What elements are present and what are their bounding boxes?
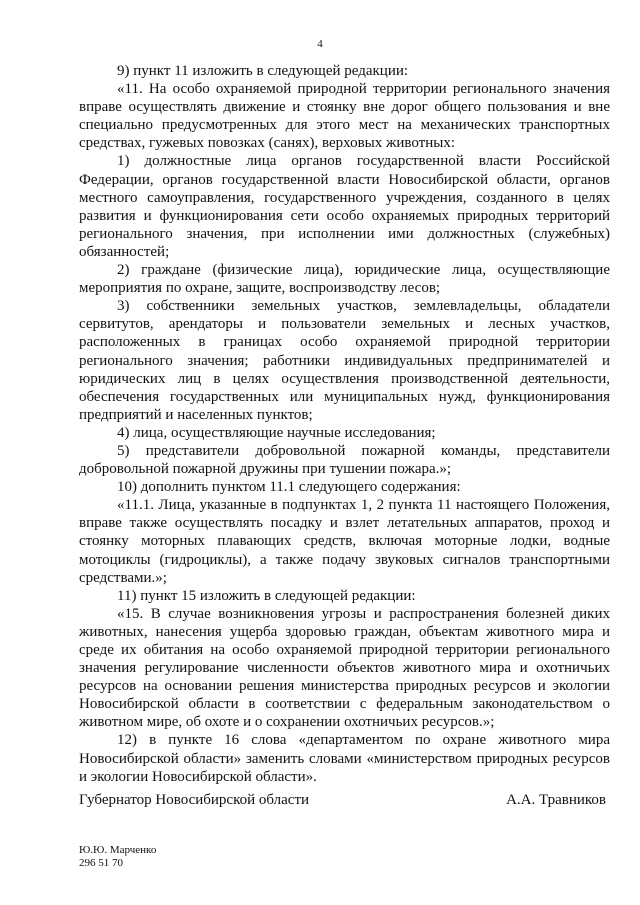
paragraph-subitem-1: 1) должностные лица органов государственной власти Российской Федерации, органов государственной власти Новосибирской области, органов местного самоуправления, государственного учреждения, созданного в целях развития и функционирования сети особо охраняемых природных территорий регионального значения, при исполнении ими должностных (служебных) обязанностей; — [79, 153, 610, 260]
paragraph-item-10: 10) дополнить пунктом 11.1 следующего содержания: — [117, 479, 461, 496]
paragraph-item-12: 12) в пункте 16 слова «департаментом по охране животного мира Новосибирской области» заменить словами «министерством природных ресурсов и экологии Новосибирской области». — [79, 732, 610, 785]
paragraph-item-11: 11) пункт 15 изложить в следующей редакции: — [117, 587, 416, 604]
paragraph-subitem-5: 5) представители добровольной пожарной команды, представители добровольной пожарной дружины при тушении пожара.»; — [79, 442, 610, 478]
paragraph-point-11-text: «11. На особо охраняемой природной территории регионального значения вправе осуществлять движение и стоянку вне дорог общего пользования и вне специально предусмотренных для этого мест на механических транспортных средствах, гужевых повозках (санях), верховых животных: — [79, 81, 610, 152]
signatory-position: Губернатор Новосибирской области — [79, 792, 310, 808]
page-number: 4 — [317, 38, 323, 50]
paragraph-subitem-3: 3) собственники земельных участков, землевладельцы, обладатели сервитутов, арендаторы и пользователи земельных и лесных участков, расположенных в границах особо охраняемой природной территории регионального значения; работники индивидуальных предпринимателей и юридических лиц в целях осуществления производственной деятельности, обеспечения государственных или муниципальных нужд, функционирования предприятий и населенных пунктов; — [79, 298, 610, 423]
paragraph-point-11-1-text: «11.1. Лица, указанные в подпунктах 1, 2 пункта 11 настоящего Положения, вправе также осуществлять посадку и взлет летательных аппаратов, проход и стоянку моторных плавающих средств, включая моторные лодки, водные мотоциклы (гидроциклы), а также подачу звуковых сигналов транспортными средствами.»; — [79, 497, 610, 586]
document-body — [79, 62, 610, 786]
paragraph-subitem-4: 4) лица, осуществляющие научные исследования; — [117, 424, 436, 441]
paragraph-point-15-text: «15. В случае возникновения угрозы и распространения болезней диких животных, нанесения ущерба здоровью граждан, объектам животного мира и среде их обитания на особо охраняемой природной территории регионального значения регулирование численности объектов животного мира и охотничьих ресурсов на основании решения министерства природных ресурсов и экологии Новосибирской области в соответствии с федеральным законодательством о животном мире, об охоте и о сохранении охотничьих ресурсов.»; — [79, 605, 610, 731]
paragraph-subitem-2: 2) граждане (физические лица), юридические лица, осуществляющие мероприятия по охране, защите, воспроизводству лесов; — [79, 262, 610, 297]
executor-phone: 296 51 70 — [79, 857, 123, 869]
signatory-name: А.А. Травников — [506, 792, 606, 808]
executor-footer — [79, 844, 156, 870]
executor-name: Ю.Ю. Марченко — [79, 844, 157, 856]
paragraph-item-9: 9) пункт 11 изложить в следующей редакции: — [117, 63, 409, 79]
signature-block — [79, 791, 606, 811]
